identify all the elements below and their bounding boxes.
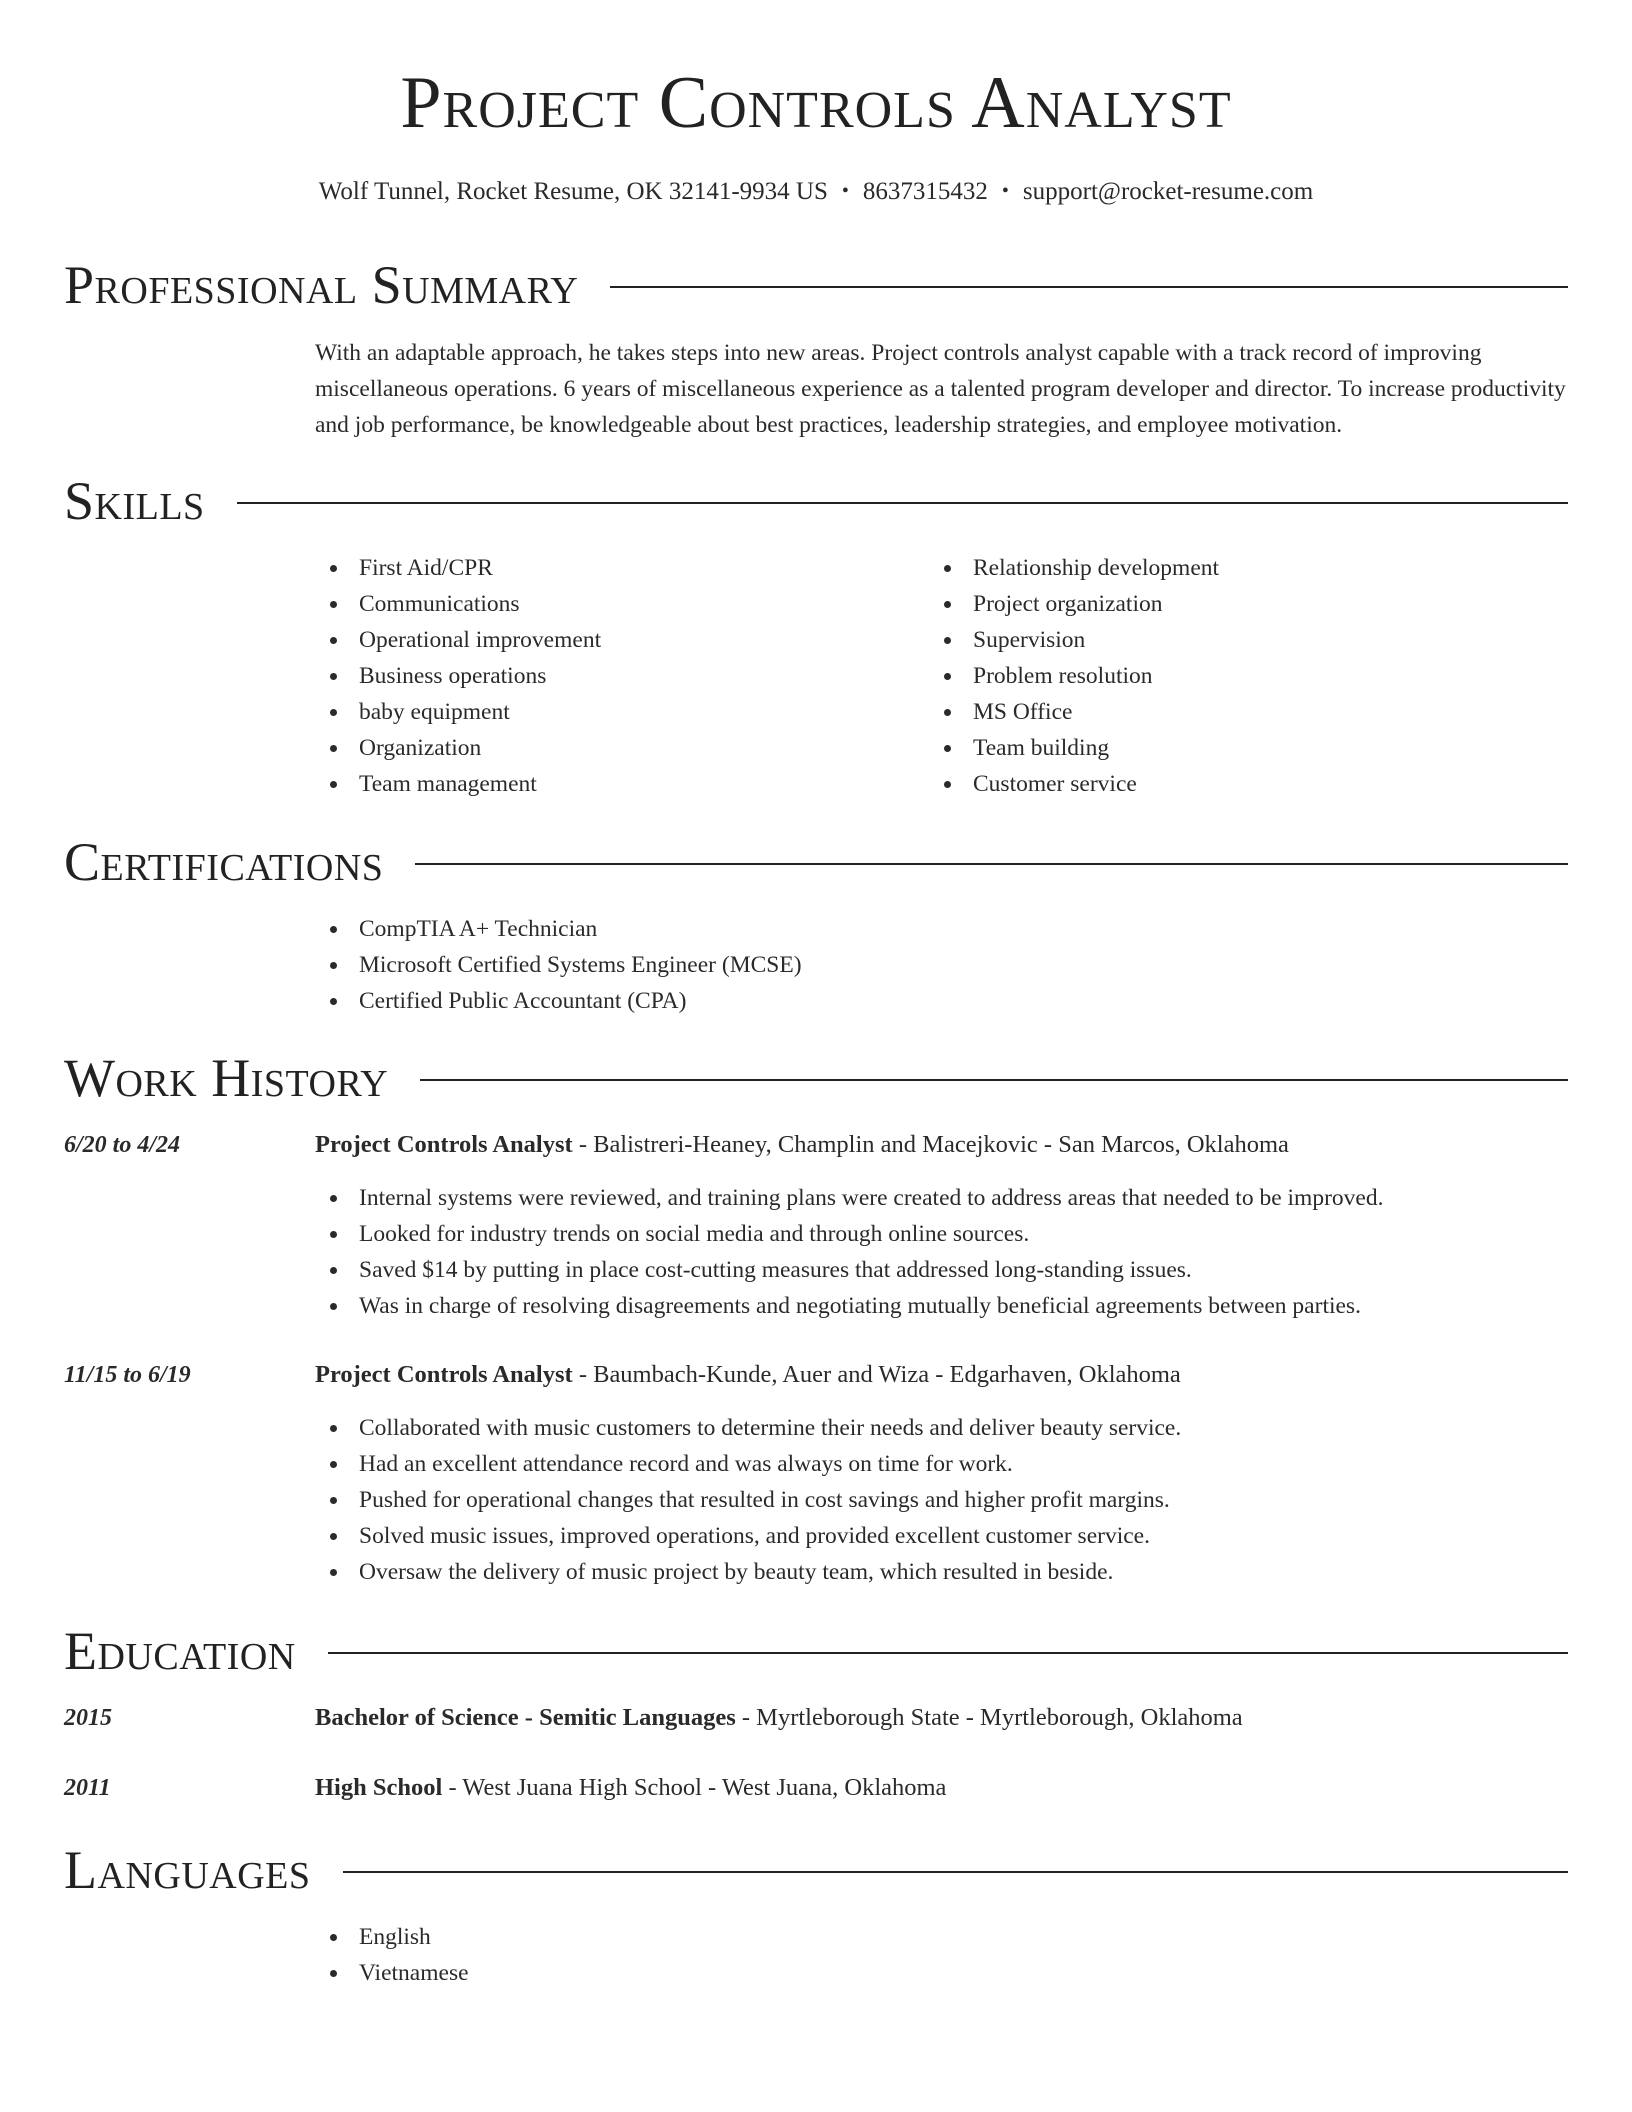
resume-name: Project Controls Analyst <box>400 62 1232 144</box>
skill-item: baby equipment <box>315 694 895 730</box>
section-divider <box>328 1652 1568 1654</box>
contact-separator: • <box>1001 180 1009 202</box>
job-bullet: Internal systems were reviewed, and training plans were created to address areas that needed to be improved. <box>315 1180 1575 1216</box>
job-title-line <box>315 1127 1289 1163</box>
contact-email: support@rocket-resume.com <box>1022 178 1314 205</box>
skill-item: Relationship development <box>929 550 1549 586</box>
contact-line <box>0 174 1632 209</box>
education-entry <box>315 1700 1243 1736</box>
certification-item: Microsoft Certified Systems Engineer (MCSE) <box>315 947 1575 983</box>
education-degree: Bachelor of Science - Semitic Languages <box>315 1704 736 1731</box>
summary-section-header <box>64 250 1568 320</box>
job-bullet: Pushed for operational changes that resulted in cost savings and higher profit margins. <box>315 1482 1575 1518</box>
contact-separator: • <box>841 180 849 202</box>
skills-left-column <box>315 550 895 802</box>
languages-section-header <box>64 1835 1568 1905</box>
education-section-header <box>64 1616 1568 1686</box>
language-item: Vietnamese <box>315 1955 1575 1991</box>
skill-item: Team management <box>315 766 895 802</box>
languages-title: Languages <box>64 1840 311 1900</box>
job-bullets <box>315 1180 1575 1324</box>
job-role: Project Controls Analyst <box>315 1361 573 1388</box>
work-section-header <box>64 1043 1568 1113</box>
skill-item: Operational improvement <box>315 622 895 658</box>
job-bullet: Looked for industry trends on social media and through online sources. <box>315 1216 1575 1252</box>
job-bullet: Had an excellent attendance record and was always on time for work. <box>315 1446 1575 1482</box>
education-details: - West Juana High School - West Juana, Oklahoma <box>442 1774 947 1801</box>
skill-item: First Aid/CPR <box>315 550 895 586</box>
skills-title: Skills <box>64 471 205 531</box>
section-divider <box>610 286 1568 288</box>
education-title: Education <box>64 1621 296 1681</box>
language-item: English <box>315 1919 1575 1955</box>
work-title: Work History <box>64 1048 389 1108</box>
education-year: 2011 <box>64 1775 111 1801</box>
job-dates: 11/15 to 6/19 <box>64 1362 191 1388</box>
section-divider <box>415 863 1568 865</box>
skill-item: Customer service <box>929 766 1549 802</box>
summary-title: Professional Summary <box>64 255 579 315</box>
education-entry <box>315 1770 946 1806</box>
skill-item: Problem resolution <box>929 658 1549 694</box>
job-bullet: Saved $14 by putting in place cost-cutting measures that addressed long-standing issues. <box>315 1252 1575 1288</box>
job-bullet: Collaborated with music customers to determine their needs and deliver beauty service. <box>315 1410 1575 1446</box>
job-details: - Balistreri-Heaney, Champlin and Macejkovic - San Marcos, Oklahoma <box>572 1131 1289 1158</box>
job-bullet: Oversaw the delivery of music project by beauty team, which resulted in beside. <box>315 1554 1575 1590</box>
section-divider <box>237 502 1568 504</box>
languages-list <box>315 1919 1575 1991</box>
job-role: Project Controls Analyst <box>315 1131 573 1158</box>
skill-item: Project organization <box>929 586 1549 622</box>
skill-item: Supervision <box>929 622 1549 658</box>
contact-phone: 8637315432 <box>862 178 988 205</box>
skills-section-header <box>64 466 1568 536</box>
contact-address: Wolf Tunnel, Rocket Resume, OK 32141-9934 US <box>318 178 828 205</box>
education-degree: High School <box>315 1774 443 1801</box>
summary-text: With an adaptable approach, he takes steps into new areas. Project controls analyst capable with a track record of improving miscellaneous operations. 6 years of miscellaneous experience as a talented program developer and director. To increase productivity and job performance, be knowledgeable about best practices, leadership strategies, and employee motivation. <box>315 340 1566 438</box>
job-dates: 6/20 to 4/24 <box>64 1132 181 1158</box>
skill-item: Communications <box>315 586 895 622</box>
certification-item: CompTIA A+ Technician <box>315 911 1575 947</box>
certifications-list <box>315 911 1575 1019</box>
job-bullet: Was in charge of resolving disagreements and negotiating mutually beneficial agreements between parties. <box>315 1288 1575 1324</box>
certifications-title: Certifications <box>64 832 384 892</box>
certifications-section-header <box>64 827 1568 897</box>
skill-item: Organization <box>315 730 895 766</box>
job-bullets <box>315 1410 1575 1590</box>
skill-item: Team building <box>929 730 1549 766</box>
certification-item: Certified Public Accountant (CPA) <box>315 983 1575 1019</box>
section-divider <box>343 1871 1569 1873</box>
job-title-line <box>315 1357 1181 1393</box>
skill-item: MS Office <box>929 694 1549 730</box>
section-divider <box>420 1079 1568 1081</box>
skills-right-column <box>929 550 1549 802</box>
job-bullet: Solved music issues, improved operations, and provided excellent customer service. <box>315 1518 1575 1554</box>
education-year: 2015 <box>64 1705 112 1731</box>
education-details: - Myrtleborough State - Myrtleborough, Oklahoma <box>735 1704 1243 1731</box>
job-details: - Baumbach-Kunde, Auer and Wiza - Edgarhaven, Oklahoma <box>572 1361 1181 1388</box>
skill-item: Business operations <box>315 658 895 694</box>
